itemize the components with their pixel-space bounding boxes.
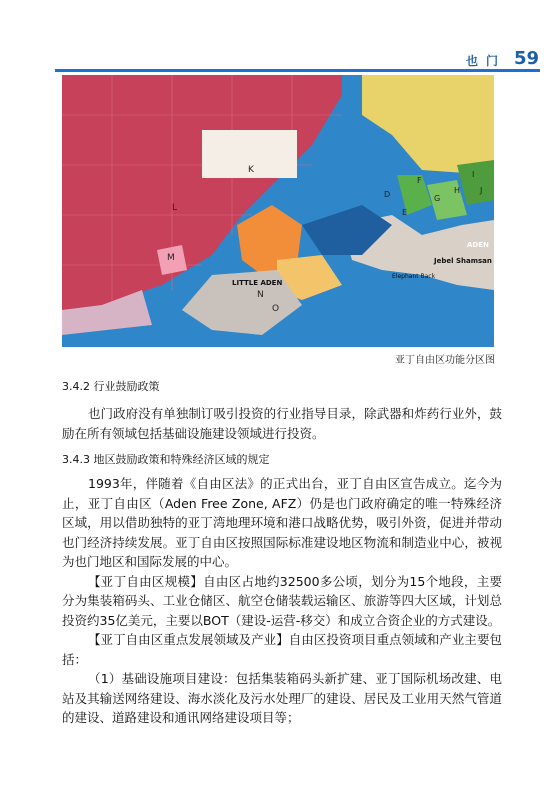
place-label: ADEN	[467, 241, 489, 249]
section-body	[62, 474, 502, 728]
zone-label: D	[384, 190, 391, 199]
place-label: Jebel Shamsan	[434, 257, 492, 265]
section-paragraph	[62, 404, 502, 443]
zone-label: M	[167, 253, 175, 263]
page-number: 59	[514, 48, 540, 69]
zone-label: E	[402, 208, 408, 217]
zone-label: K	[248, 165, 254, 175]
zone-label: I	[472, 170, 475, 179]
zone-label: F	[417, 176, 422, 185]
zone-label: J	[480, 186, 483, 195]
section-heading: 3.4.2 行业鼓励政策	[62, 380, 160, 393]
header-country: 也门	[466, 54, 507, 68]
header-rule	[55, 69, 540, 72]
zone-map	[62, 75, 494, 347]
map-caption: 亚丁自由区功能分区图	[395, 355, 495, 366]
place-label: Elephant Back	[392, 273, 436, 280]
paragraph-text: 【亚丁自由区重点发展领域及产业】自由区投资项目重点领域和产业主要包括：	[62, 632, 502, 667]
zone-label: H	[454, 186, 461, 195]
paragraph-text: 也门政府没有单独制订吸引投资的行业指导目录，除武器和炸药行业外，鼓励在所有领域包括基础设施建设领域进行投资。	[62, 406, 502, 441]
section-heading: 3.4.3 地区鼓励政策和特殊经济区域的规定	[62, 453, 270, 466]
zone-map-graphic	[62, 75, 494, 347]
zone-label: N	[257, 290, 264, 300]
paragraph-text: （1）基础设施项目建设：包括集装箱码头新扩建、亚丁国际机场改建、电站及其输送网络建设、海水淡化及污水处理厂的建设、居民及工业用天然气管道的建设、道路建设和通讯网络建设项目等；	[62, 671, 502, 725]
paragraph-text: 1993年，伴随着《自由区法》的正式出台，亚丁自由区宣告成立。迄今为止，亚丁自由区（Aden Free Zone, AFZ）仍是也门政府确定的唯一特殊经济区域，用以借助独特的亚丁湾地理环境和港口战略优势，吸引外资，促进并带动也门经济持续发展。亚丁自由区按照国际标准建设地区物流和制造业中心，被视为也门地区和国际发展的中心。	[62, 476, 502, 569]
place-label: LITTLE ADEN	[232, 279, 283, 287]
zone-label: G	[434, 194, 441, 203]
zone-label: O	[272, 304, 280, 314]
zone-label: L	[172, 203, 178, 213]
paragraph-text: 【亚丁自由区规模】自由区占地约32500多公顷，划分为15个地段，主要分为集装箱码头、工业仓储区、航空仓储装载运输区、旅游等四大区域，计划总投资约35亿美元，主要以BOT（建设-运营-移交）和成立合资企业的方式建设。	[62, 573, 502, 628]
